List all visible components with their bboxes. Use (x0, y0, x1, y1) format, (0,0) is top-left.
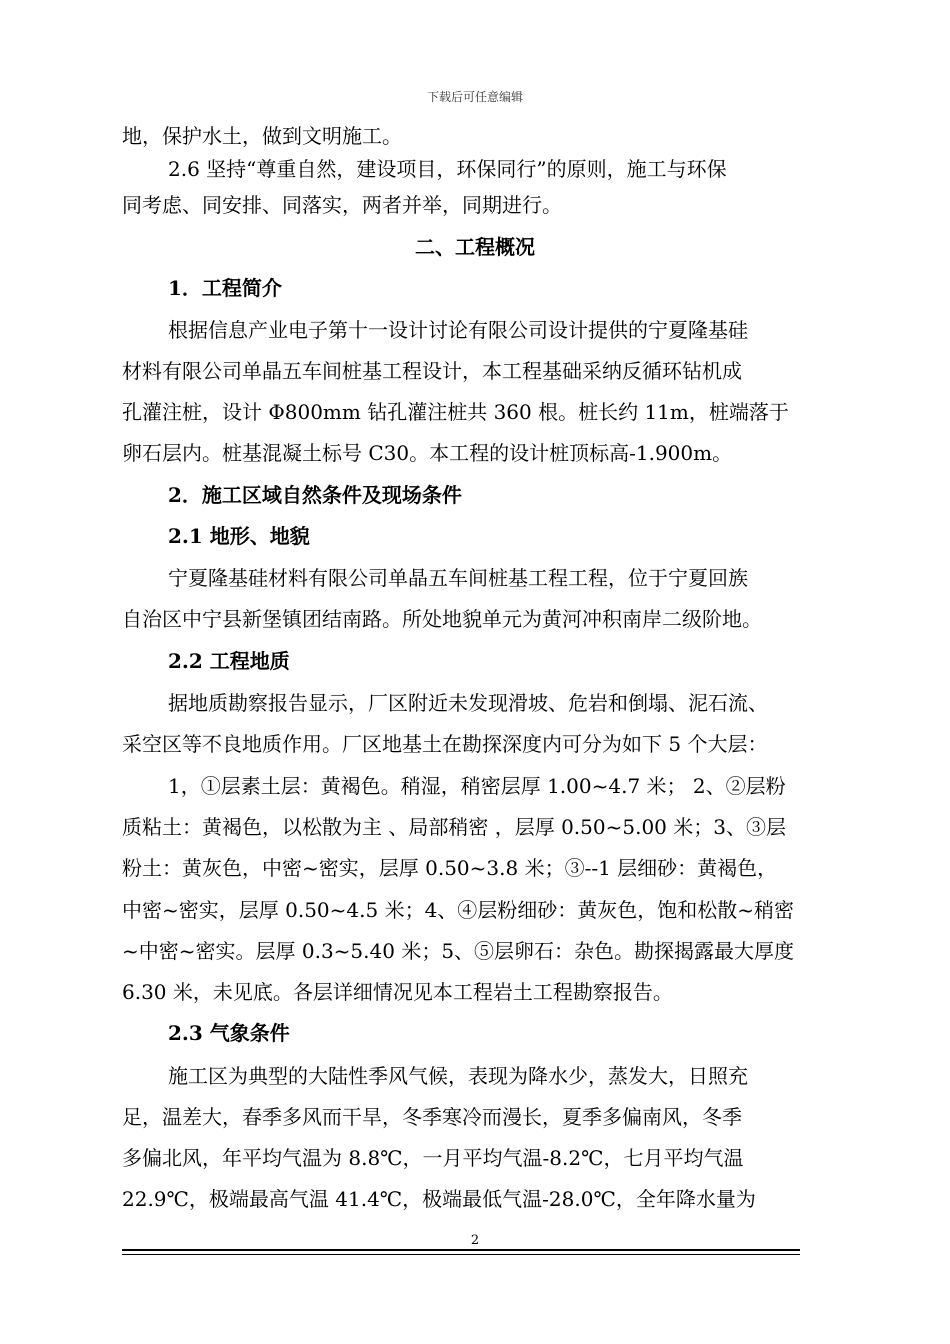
body-text-line: 施工区为典型的大陆性季风气候，表现为降水少，蒸发大，日照充 (168, 1064, 748, 1088)
body-text-line: 质粘土：黄褐色，以松散为主 、局部稍密 ，层厚 0.50~5.00 米；3、③层 (122, 815, 786, 839)
body-text-line: 自治区中宁县新堡镇团结南路。所处地貌单元为黄河冲积南岸二级阶地。 (122, 607, 762, 631)
body-text-line: 根据信息产业电子第十一设计讨论有限公司设计提供的宁夏隆基硅 (168, 318, 748, 342)
body-text-line: 孔灌注桩，设计 Φ800mm 钻孔灌注桩共 360 根。桩长约 11m，桩端落于 (122, 400, 789, 424)
body-text-line: 材料有限公司单晶五车间桩基工程设计，本工程基础采纳反循环钻机成 (122, 359, 742, 383)
body-text-line: 卵石层内。桩基混凝土标号 C30。本工程的设计桩顶标高-1.900m。 (122, 441, 733, 465)
subsection-heading: 2.1 地形、地貌 (168, 524, 310, 548)
footer-rule (122, 1249, 800, 1251)
subsection-heading: 2.3 气象条件 (168, 1021, 290, 1045)
body-text-line: 多偏北风，年平均气温为 8.8℃，一月平均气温-8.2℃，七月平均气温 (122, 1146, 744, 1170)
subsection-heading: 1．工程简介 (168, 276, 282, 300)
page-number: 2 (470, 1233, 480, 1248)
body-text-line: 22.9℃，极端最高气温 41.4℃，极端最低气温-28.0℃，全年降水量为 (122, 1187, 756, 1211)
page-header: 下载后可任意编辑 (426, 90, 523, 104)
body-text-line: ~中密~密实。层厚 0.3~5.40 米；5、⑤层卵石：杂色。勘探揭露最大厚度 (122, 939, 795, 963)
body-text-line: 6.30 米，未见底。各层详细情况见本工程岩土工程勘察报告。 (122, 980, 673, 1004)
body-text-line: 粉土：黄灰色，中密~密实，层厚 0.50~3.8 米；③--1 层细砂：黄褐色， (122, 856, 778, 880)
footer-rule (122, 1254, 800, 1255)
body-text-line: 中密~密实，层厚 0.50~4.5 米；4、④层粉细砂：黄灰色，饱和松散~稍密 (122, 898, 795, 922)
section-heading: 二、工程概况 (415, 235, 535, 259)
body-text-line: 地，保护水土，做到文明施工。 (122, 124, 402, 148)
subsection-heading: 2．施工区域自然条件及现场条件 (168, 483, 462, 507)
body-text-line: 宁夏隆基硅材料有限公司单晶五车间桩基工程工程，位于宁夏回族 (168, 566, 748, 590)
body-text-line: 据地质勘察报告显示，厂区附近未发现滑坡、危岩和倒塌、泥石流、 (168, 691, 768, 715)
body-text-line: 同考虑、同安排、同落实，两者并举，同期进行。 (122, 193, 562, 217)
body-text-line: 1，①层素土层：黄褐色。稍湿，稍密层厚 1.00~4.7 米； 2、②层粉 (168, 774, 786, 798)
subsection-heading: 2.2 工程地质 (168, 649, 290, 673)
body-text-line: 采空区等不良地质作用。厂区地基土在勘探深度内可分为如下 5 个大层： (122, 732, 768, 756)
body-text-line: 足，温差大，春季多风而干旱，冬季寒冷而漫长，夏季多偏南风，冬季 (122, 1105, 742, 1129)
body-text-line: 2.6 坚持“尊重自然，建设项目，环保同行”的原则，施工与环保 (168, 157, 727, 181)
